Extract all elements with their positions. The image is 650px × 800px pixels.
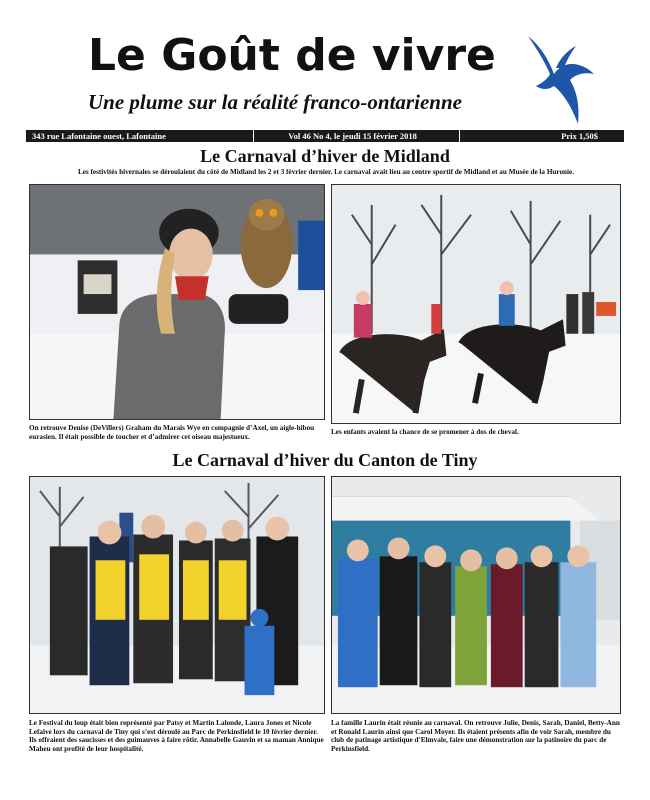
story1-deck: Les festivités hivernales se déroulaient du côté de Midland les 2 et 3 février dernier. Le carnaval avait lieu au centre sportif de Midland et au Musée de la Huronie.: [77, 168, 575, 176]
address-text: 343 rue Lafontaine ouest, Lafontaine: [32, 131, 166, 141]
photo3-caption: Le Festival du loup était bien représenté par Patsy et Martin Lalonde, Laura Jones et Nicole Lefaive lors du carnaval de Tiny qui s’est déroulé au Parc de Perkinsfield le 10 février dernier. Ils offraient des saucisses et des guimauves à faire rôtir. Annabelle Gauvin et sa maman Annique Maheu ont profité de leur hospitalité.: [29, 719, 324, 753]
bird-logo-icon: [518, 28, 598, 128]
story1-headline: Le Carnaval d’hiver de Midland: [200, 146, 450, 166]
photo-laurin-family: [331, 476, 621, 714]
photo1-caption: On retrouve Denise (DeVillers) Graham du Marais Wye en compagnie d’Axel, un aigle-hibou eurasien. Il était possible de toucher et d’admirer cet oiseau majestueux.: [29, 424, 315, 441]
story2-headline: Le Carnaval d’hiver du Canton de Tiny: [172, 450, 478, 470]
price-text: Prix 1,50$: [561, 131, 598, 141]
photo-children-on-ponies: [331, 184, 621, 424]
issue-info-bar: [26, 130, 624, 142]
issue-text: Vol 46 No 4, le jeudi 15 février 2018: [288, 131, 417, 141]
newspaper-title: Le Goût de vivre: [88, 30, 496, 81]
photo4-caption: La famille Laurin était réunie au carnaval. On retrouve Julie, Denis, Sarah, Daniel, Betty-Ann et Ronald Laurin ainsi que Carol Moyer. Ils étaient présents afin de voir Sarah, membre du club de patinage artistique d’Elmvale, faire une démonstration sur la patinoire du parc de Perkinsfield.: [331, 719, 620, 753]
divider: [253, 130, 254, 142]
divider: [459, 130, 460, 142]
masthead: [0, 0, 650, 130]
photo-festival-du-loup-group: [29, 476, 325, 714]
photo-woman-with-owl: [29, 184, 325, 420]
newspaper-tagline: Une plume sur la réalité franco-ontarienne: [88, 90, 462, 114]
photo2-caption: Les enfants avaient la chance de se promener à dos de cheval.: [331, 428, 519, 436]
